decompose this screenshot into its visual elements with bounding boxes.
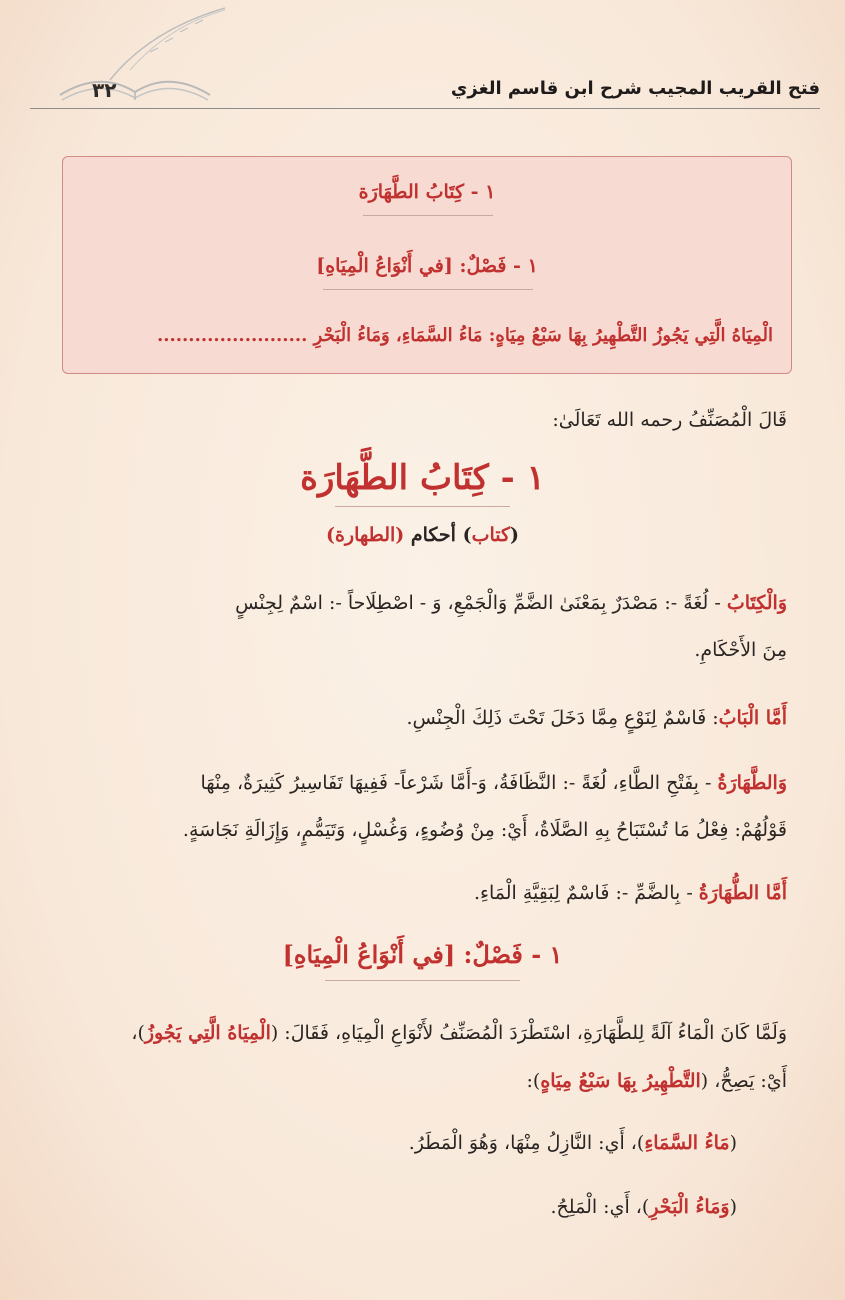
seven-waters-close: ): xyxy=(526,1070,541,1092)
paragraph-tuhara xyxy=(57,878,787,908)
sea-water-explanation: )، أَي: الْمَلِحُ. xyxy=(550,1196,650,1218)
kitab-word: كتاب xyxy=(471,524,511,546)
page-header xyxy=(30,70,820,110)
tuhara-definition: - بِالضَّمِّ -: فَاسْمٌ لِبَقِيَّةِ الْمَاءِ. xyxy=(474,882,699,904)
bab-definition: : فَاسْمٌ لِنَوْعٍ مِمَّا دَخَلَ تَحْتَ ذَلِكَ الْجِنْسِ. xyxy=(406,707,719,729)
paragraph-waters-line2 xyxy=(57,1066,787,1096)
term-tahara: وَالطَّهَارَةُ xyxy=(717,772,787,794)
waters-intro: وَلَمَّا كَانَ الْمَاءُ آلَةً لِلطَّهَارَةِ، اسْتَطْرَدَ الْمُصَنِّفُ لأَنْوَاعِ الْمِيَاهِ، فَقَالَ: ( xyxy=(270,1022,787,1044)
waters-quote-close: )، xyxy=(131,1022,145,1044)
author-intro: قَالَ الْمُصَنِّفُ رحمه الله تَعَالَىٰ: xyxy=(552,409,787,431)
item1-open: ( xyxy=(729,1132,737,1154)
kitab-ahkam-line xyxy=(0,524,845,546)
paragraph-kitab-line1 xyxy=(57,588,787,618)
term-tuhara: أَمَّا الطُّهَارَةُ xyxy=(698,882,787,904)
item-rain-water xyxy=(7,1128,737,1158)
yasihhu-text: أَيْ: يَصِحُّ، ( xyxy=(700,1070,787,1092)
matn-quote-seven-waters: التَّطْهِيرُ بِهَا سَبْعُ مِيَاهٍ xyxy=(540,1070,701,1092)
box-matn-text: الْمِيَاهُ الَّتِي يَجُوزُ التَّطْهِيرُ بِهَا سَبْعُ مِيَاهٍ: مَاءُ السَّمَاءِ، وَمَاءُ الْبَحْرِ ........................ xyxy=(156,325,773,346)
box-chapter-title: ١ - فَصْلٌ: [في أَنْوَاعُ الْمِيَاهِ] xyxy=(316,255,538,277)
paragraph-tahara-line1 xyxy=(57,768,787,798)
box-book-title: ١ - كِتَابُ الطَّهَارَة xyxy=(358,181,496,203)
tahara-definition: - بِفَتْحِ الطَّاءِ، لُغَةً -: النَّظَافَةُ، وَ-أَمَّا شَرْعاً- فَفِيهَا تَفَاسِيرُ كَثِيرَةٌ، مِنْهَا xyxy=(200,772,718,794)
running-title: فتح القريب المجيب شرح ابن قاسم الغزي xyxy=(450,78,820,99)
term-bab: أَمَّا الْبَابُ xyxy=(718,707,787,729)
box-chapter-rule xyxy=(323,289,533,290)
tahara-word: (الطهارة) xyxy=(325,524,405,546)
item2-open: ( xyxy=(729,1196,737,1218)
item-sea-water xyxy=(7,1192,737,1222)
paren-open: ( xyxy=(510,524,520,546)
paragraph-tahara-line2: قَوْلُهُمْ: فِعْلُ مَا تُسْتَبَاحُ بِهِ الصَّلَاةُ، أَيْ: مِنْ وُضُوءٍ، وَغُسْلٍ، وَتَيَمُّمٍ، وَإِزَالَةِ نَجَاسَةٍ. xyxy=(182,819,787,841)
ahkam-word: أحكام xyxy=(404,524,463,546)
matn-quote-sky-water: مَاءُ السَّمَاءِ xyxy=(644,1132,730,1154)
open-book-quill-icon xyxy=(40,0,230,110)
matn-quote-sea-water: وَمَاءُ الْبَحْرِ xyxy=(649,1196,730,1218)
paragraph-kitab-line2: مِنَ الأَحْكَامِ. xyxy=(694,639,787,661)
sky-water-explanation: )، أَي: النَّازِلُ مِنْهَا، وَهُوَ الْمَطَرُ. xyxy=(408,1132,645,1154)
header-rule xyxy=(30,108,820,109)
page-number: ٣٢ xyxy=(92,78,117,102)
book-title: ١ - كِتَابُ الطَّهَارَة xyxy=(300,458,545,498)
paragraph-waters-line1 xyxy=(57,1018,787,1048)
book-title-rule xyxy=(335,506,510,507)
kitab-definition: - لُغَةً -: مَصْدَرٌ بِمَعْنَىٰ الضَّمِّ وَالْجَمْعِ، وَ - اصْطِلَاحاً -: اسْمٌ لِجِنْسٍ xyxy=(235,592,727,614)
matn-quote-waters: الْمِيَاهُ الَّتِي يَجُوزُ xyxy=(144,1022,271,1044)
paren-close: ) xyxy=(462,524,472,546)
paragraph-bab xyxy=(57,703,787,733)
section-title-rule xyxy=(325,980,520,981)
term-kitab: وَالْكِتَابُ xyxy=(726,592,787,614)
box-title-rule xyxy=(363,215,493,216)
matn-summary-box xyxy=(62,156,792,374)
section-title: ١ - فَصْلٌ: [في أَنْوَاعُ الْمِيَاهِ] xyxy=(282,940,563,969)
